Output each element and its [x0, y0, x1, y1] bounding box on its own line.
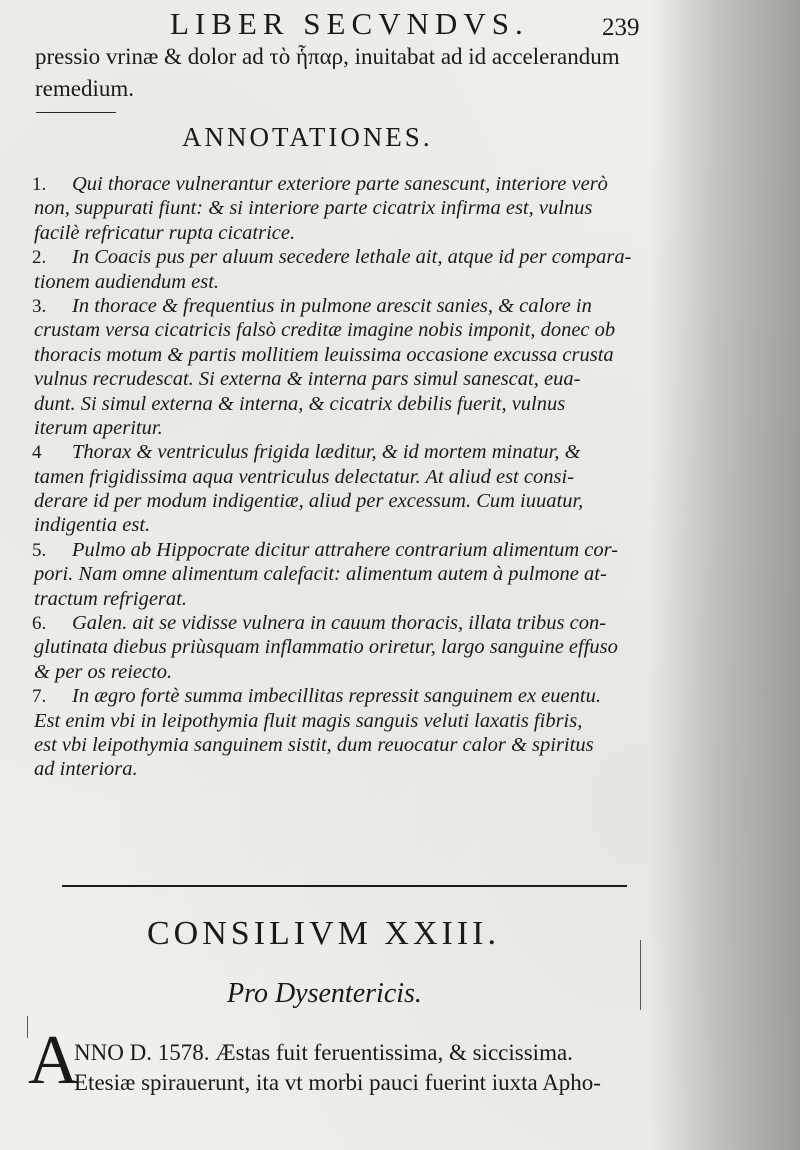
annotation-text: tamen frigidissima aqua ventriculus delectatur. At aliud est consi-: [34, 465, 574, 488]
annotation-number: 7.: [32, 686, 47, 708]
annotation-line: [32, 635, 647, 659]
annotation-text: tionem audiendum est.: [34, 270, 220, 293]
annotation-line: [32, 245, 647, 269]
annotation-line: [32, 513, 647, 537]
margin-mark: [27, 1016, 28, 1038]
annotation-text: crustam versa cicatricis falsò creditæ imagine nobis imponit, donec ob: [34, 319, 616, 342]
annotation-line: [32, 367, 647, 391]
annotation-text: tractum refrigerat.: [34, 587, 187, 610]
short-rule: [36, 112, 116, 113]
annotation-line: [32, 465, 647, 489]
annotation-line: [32, 562, 647, 586]
section-divider: [62, 885, 627, 887]
page-number: 239: [602, 14, 640, 41]
annotation-number: 5.: [32, 539, 47, 561]
drop-cap: A: [28, 1022, 79, 1099]
annotation-line: [32, 587, 647, 611]
running-head: LIBER SECVNDVS.: [170, 6, 529, 41]
annotations-heading: ANNOTATIONES.: [182, 122, 433, 152]
annotation-text: indigentia est.: [34, 514, 151, 537]
annotation-line: [32, 440, 647, 464]
annotation-text: dunt. Si simul externa & interna, & cicatrix debilis fuerit, vulnus: [34, 392, 566, 415]
annotation-line: [32, 172, 647, 196]
annotation-text: glutinata diebus priùsquam inflammatio oriretur, largo sanguine effuso: [34, 636, 618, 659]
annotation-line: [32, 611, 647, 635]
body-line: NNO D. 1578. Æstas fuit feruentissima, & siccissima.: [74, 1040, 573, 1065]
annotation-text: vulnus recrudescat. Si externa & interna pars simul sanescat, eua-: [34, 368, 581, 391]
annotation-text: iterum aperitur.: [34, 416, 163, 439]
annotation-text: Est enim vbi in leipothymia fluit magis sanguis veluti laxatis fibris,: [34, 709, 583, 732]
annotation-number: 2.: [32, 247, 47, 269]
annotation-text: derare id per modum indigentiæ, aliud per excessum. Cum iuuatur,: [34, 490, 584, 513]
annotation-line: [32, 709, 647, 733]
page-edge-shadow: [650, 0, 800, 1150]
annotation-text: est vbi leipothymia sanguinem sistit, dum reuocatur calor & spiritus: [34, 733, 594, 756]
annotation-text: In ægro fortè summa imbecillitas repressit sanguinem ex euentu.: [72, 685, 601, 708]
annotation-text: ad interiora.: [34, 758, 138, 781]
body-line: Etesiæ spirauerunt, ita vt morbi pauci fuerint iuxta Apho-: [74, 1070, 601, 1095]
annotation-line: [32, 318, 647, 342]
annotation-text: Thorax & ventriculus frigida læditur, & id mortem minatur, &: [72, 441, 581, 464]
annotation-line: [32, 538, 647, 562]
annotation-line: [32, 757, 647, 781]
annotation-line: [32, 221, 647, 245]
annotation-line: [32, 733, 647, 757]
annotations-list: [32, 172, 647, 782]
annotation-number: 6.: [32, 613, 47, 635]
annotation-text: Pulmo ab Hippocrate dicitur attrahere contrarium alimentum cor-: [72, 538, 619, 561]
annotation-text: & per os reiecto.: [34, 660, 173, 683]
continuation-line: pressio vrinæ & dolor ad τὸ ἧπαρ, inuitabat ad id accelerandum: [35, 44, 620, 69]
annotation-line: [32, 684, 647, 708]
annotation-line: [32, 196, 647, 220]
consilium-heading: CONSILIVM XXIII.: [147, 915, 500, 952]
annotation-text: Galen. ait se vidisse vulnera in cauum thoracis, illata tribus con-: [72, 612, 607, 635]
annotation-number: 4: [32, 442, 42, 464]
annotation-line: [32, 294, 647, 318]
continuation-line: remedium.: [35, 76, 134, 101]
annotation-line: [32, 392, 647, 416]
annotation-line: [32, 660, 647, 684]
margin-mark: [640, 940, 641, 1010]
annotation-number: 3.: [32, 295, 47, 317]
annotation-line: [32, 416, 647, 440]
annotation-text: In Coacis pus per aluum secedere lethale ait, atque id per compara-: [72, 246, 632, 269]
annotation-line: [32, 489, 647, 513]
annotation-text: non, suppurati fiunt: & si interiore parte cicatrix infirma est, vulnus: [34, 197, 593, 220]
annotation-text: facilè refricatur rupta cicatrice.: [34, 221, 296, 244]
annotation-text: thoracis motum & partis mollitiem leuissima occasione excussa crusta: [34, 343, 614, 366]
annotation-text: In thorace & frequentius in pulmone arescit sanies, & calore in: [72, 294, 592, 317]
annotation-text: Qui thorace vulnerantur exteriore parte sanescunt, interiore verò: [72, 173, 608, 195]
annotation-text: pori. Nam omne alimentum calefacit: alimentum autem à pulmone at-: [34, 563, 607, 586]
annotation-line: [32, 270, 647, 294]
annotation-number: 1.: [32, 174, 47, 195]
consilium-subtitle: Pro Dysentericis.: [227, 978, 422, 1009]
annotation-line: [32, 343, 647, 367]
